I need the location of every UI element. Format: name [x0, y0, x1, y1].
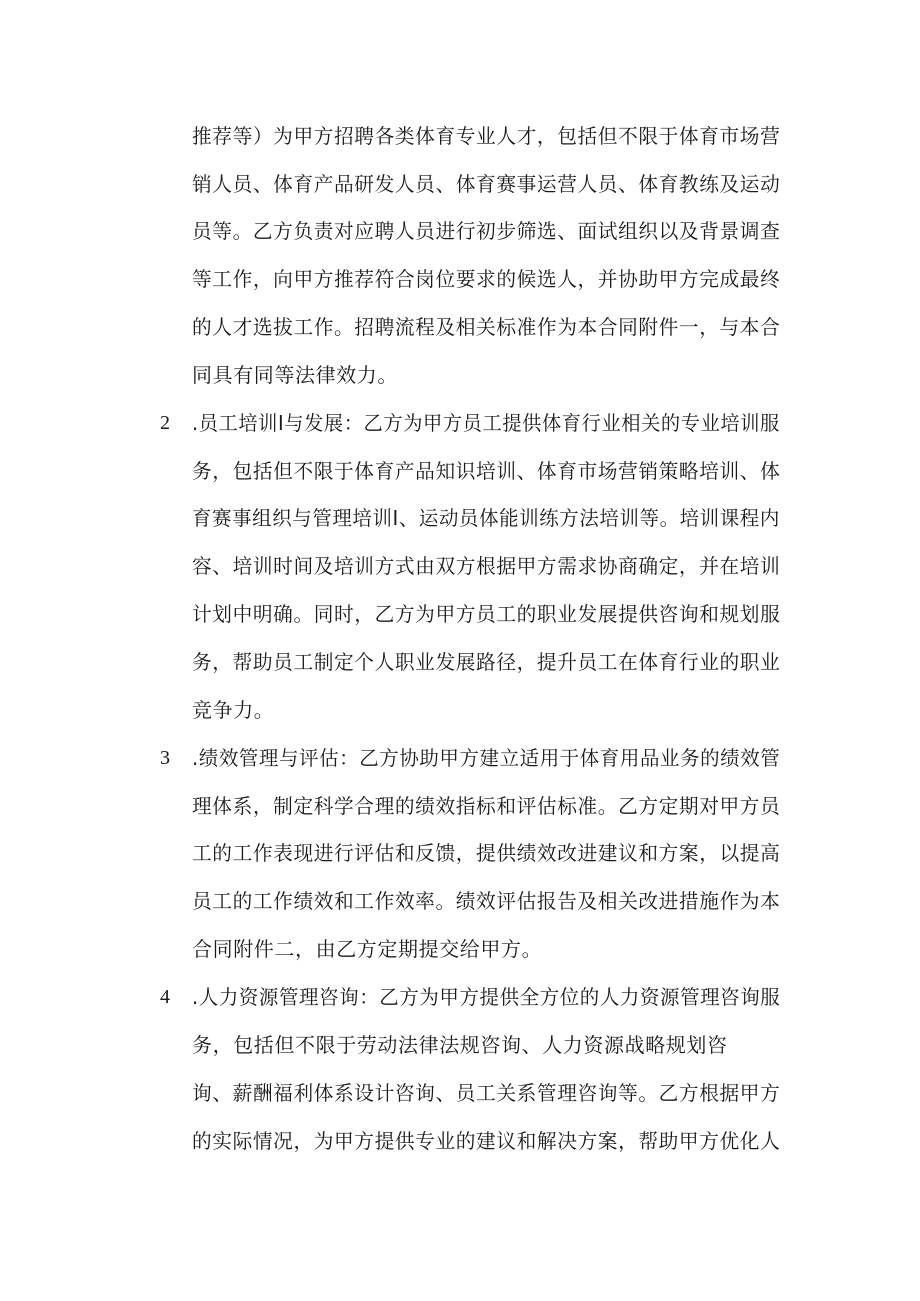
text-line: .员工培训I与发展：乙方为甲方员工提供体育行业相关的专业培训服 — [192, 411, 780, 435]
text-line: 工的工作表现进行评估和反馈，提供绩效改进建议和方案，以提高 — [192, 841, 781, 865]
text-line: 务，包括但不限于体育产品知识培训、体育市场营销策略培训、体 — [192, 459, 781, 483]
text-line: 员等。乙方负责对应聘人员进行初步筛选、面试组织以及背景调查 — [192, 219, 781, 243]
text-line: 容、培训时间及培训方式由双方根据甲方需求协商确定，并在培训 — [192, 554, 781, 578]
list-item-number: 3 — [160, 747, 170, 769]
text-line: 同具有同等法律效力。 — [192, 363, 398, 387]
text-line: 的人才选拔工作。招聘流程及相关标准作为本合同附件一，与本合 — [192, 315, 781, 339]
list-item-number: 2 — [160, 412, 170, 434]
text-line: 竞争力。 — [192, 698, 275, 722]
text-line: 销人员、体育产品研发人员、体育赛事运营人员、体育教练及运动 — [192, 172, 781, 196]
text-line: .人力资源管理咨询：乙方为甲方提供全方位的人力资源管理咨询服 — [192, 985, 781, 1009]
text-line: 的实际情况，为甲方提供专业的建议和解决方案，帮助甲方优化人 — [192, 1129, 781, 1153]
text-line: 合同附件二，由乙方定期提交给甲方。 — [192, 937, 543, 961]
text-line: 育赛事组织与管理培训I、运动员体能训练方法培训等。培训课程内 — [192, 506, 780, 530]
text-line: 员工的工作绩效和工作效率。绩效评估报告及相关改进措施作为本 — [192, 889, 781, 913]
text-line: 务，帮助员工制定个人职业发展路径，提升员工在体育行业的职业 — [192, 650, 781, 674]
text-line: 计划中明确。同时，乙方为甲方员工的职业发展提供咨询和规划服 — [192, 602, 781, 626]
text-line: 等工作，向甲方推荐符合岗位要求的候选人，并协助甲方完成最终 — [192, 267, 781, 291]
list-item-number: 4 — [160, 986, 170, 1008]
text-line: .绩效管理与评估：乙方协助甲方建立适用于体育用品业务的绩效管 — [192, 746, 781, 770]
text-line: 务，包括但不限于劳动法律法规咨询、人力资源战略规划咨 — [192, 1033, 728, 1057]
text-line: 询、薪酬福利体系设计咨询、员工关系管理咨询等。乙方根据甲方 — [192, 1081, 781, 1105]
text-line: 理体系，制定科学合理的绩效指标和评估标准。乙方定期对甲方员 — [192, 794, 781, 818]
text-line: 推荐等）为甲方招聘各类体育专业人才，包括但不限于体育市场营 — [192, 124, 781, 148]
